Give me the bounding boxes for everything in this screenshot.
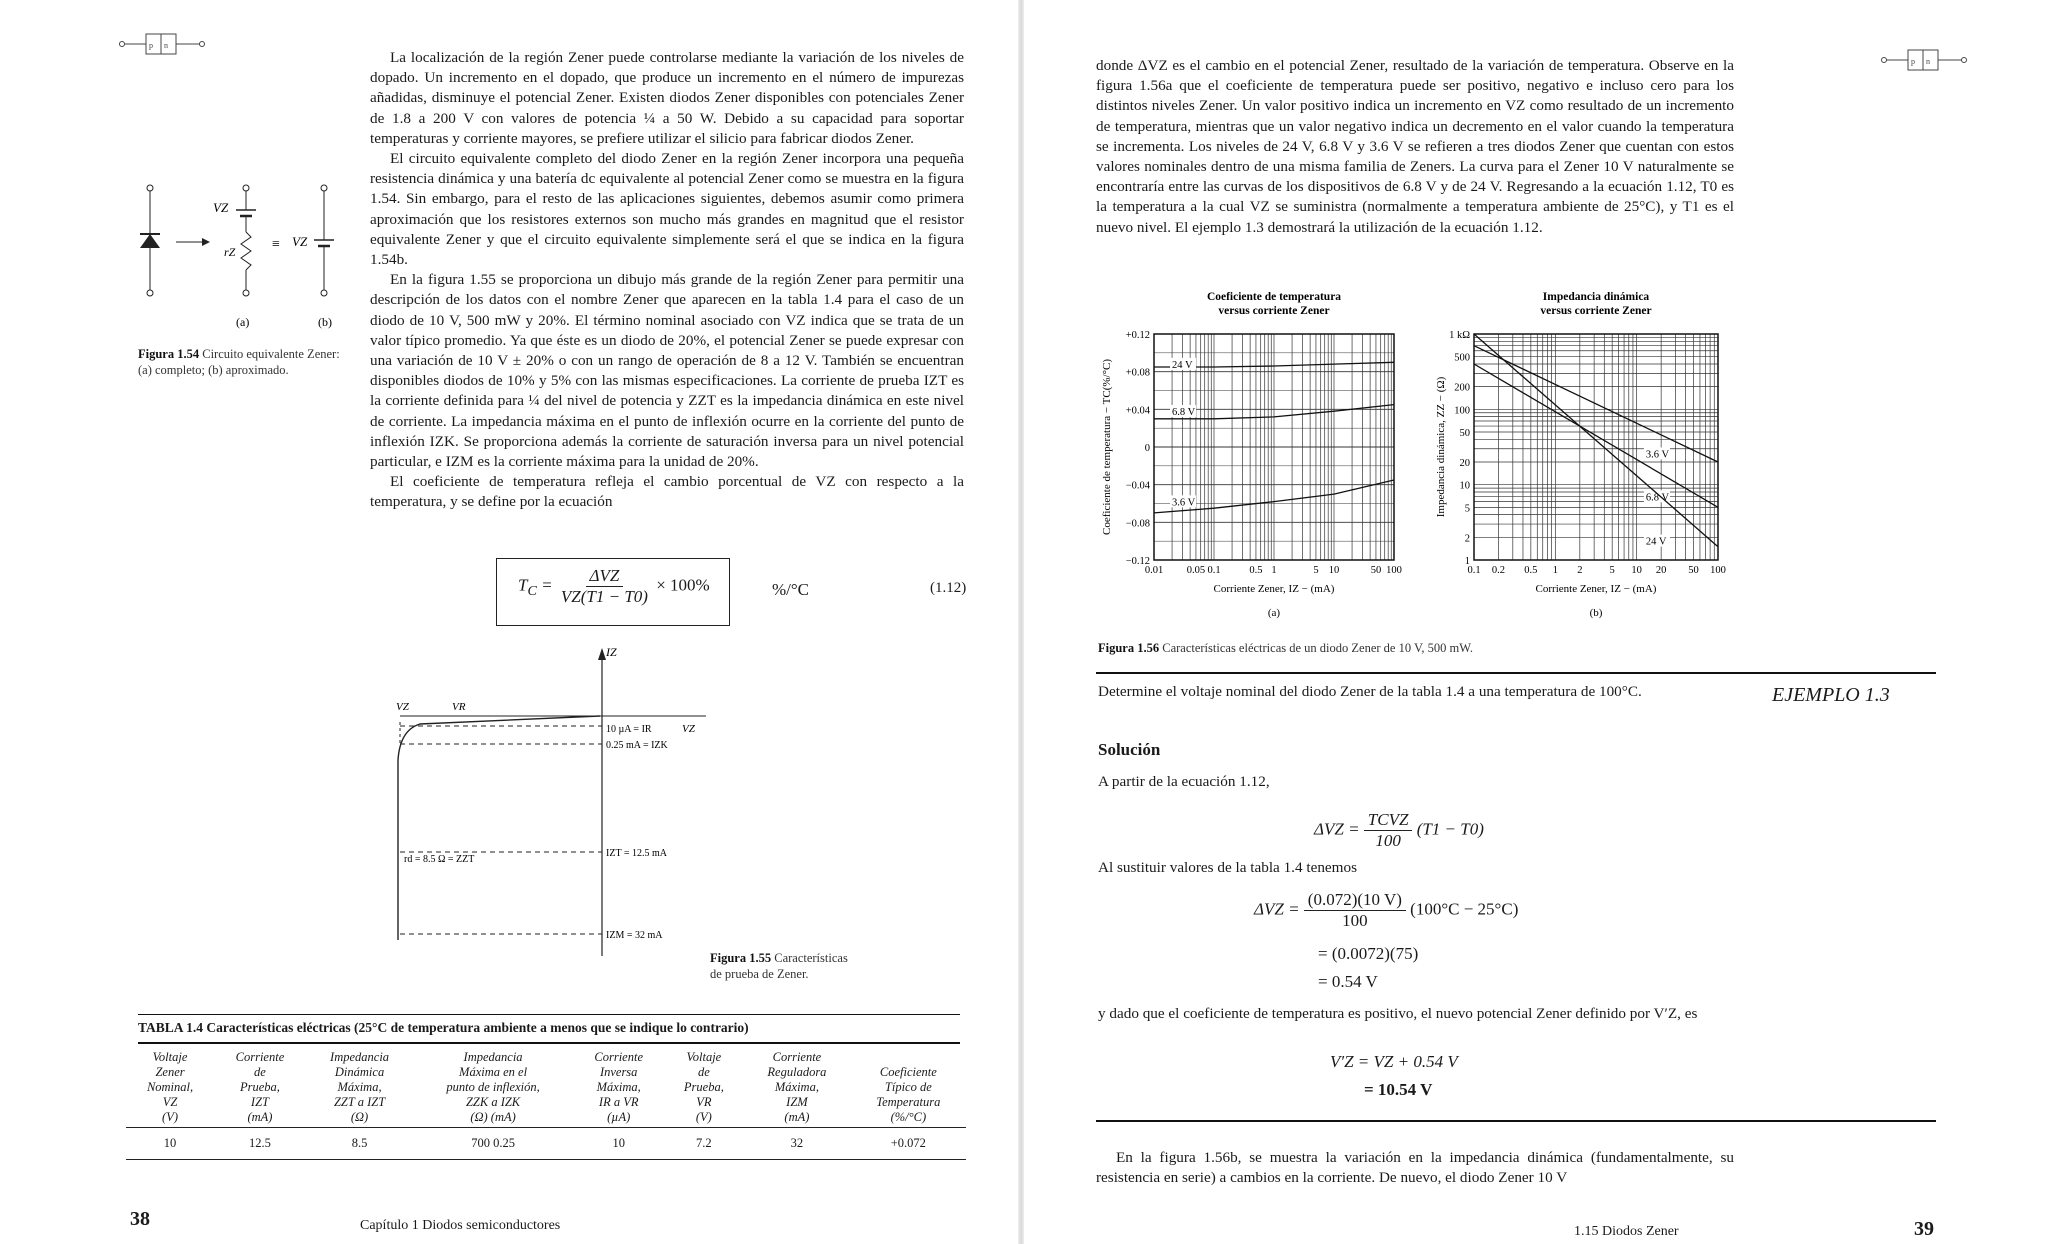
cell-vz: 10	[163, 1136, 177, 1150]
cell-tc: +0.072	[890, 1136, 926, 1150]
y-tick-label: 500	[1454, 352, 1470, 364]
series-line-36V	[1474, 346, 1718, 462]
example-eq-2	[1254, 890, 1518, 931]
table-header-row	[126, 1048, 966, 1128]
fig155-vz: VZ	[396, 701, 409, 713]
col-corriente-reguladora: Corriente Reguladora Máxima, IZM (mA)	[767, 1050, 827, 1124]
fig154-caption-label: Figura 1.54	[138, 347, 200, 361]
left-paragraph-2: El circuito equivalente completo del diodo Zener en la región Zener incorpora una pequeña resistencia dinámica y una batería dc equivalente al potencial Zener como se muestra en la figura 1.54. Sin embargo, para el resto de las aplicaciones siguientes, debemos asumir como primera aproximación que los resistores externos son mucho más grandes en magnitud que el resistor equivalente Zener y que el circuito equivalente simplemente será el que se indica en la figura 1.54b.	[370, 150, 964, 269]
table-row	[126, 1128, 966, 1160]
fig155-vr: VR	[452, 701, 466, 713]
example-bottom-rule	[1096, 1120, 1936, 1122]
example-problem: Determine el voltaje nominal del diodo Zener de la tabla 1.4 a una temperatura de 100°C.	[1098, 683, 1642, 700]
subfigure-label: (b)	[1589, 607, 1603, 619]
fig154-equiv: ≡	[272, 237, 280, 252]
eq1-rhs: (T1 − T0)	[1416, 819, 1484, 839]
x-tick-label: 50	[1688, 565, 1699, 576]
right-running-head: 1.15 Diodos Zener	[1574, 1224, 1679, 1239]
svg-text:p: p	[1911, 57, 1915, 66]
x-tick-label: 0.2	[1491, 565, 1506, 576]
y-tick-label: −0.08	[1125, 518, 1150, 530]
eq1-lhs: ΔVZ =	[1314, 819, 1360, 839]
x-tick-label: 5	[1313, 565, 1319, 576]
series-label: 6.8 V	[1645, 492, 1670, 504]
cell-izt: 12.5	[249, 1136, 271, 1150]
y-tick-label: 2	[1464, 533, 1470, 545]
y-tick-label: 50	[1459, 428, 1470, 440]
fig154-label-a: (a)	[236, 315, 250, 329]
example-eq-3: = (0.0072)(75)	[1318, 944, 1419, 963]
eq-number: (1.12)	[930, 580, 967, 596]
table-head-rule	[138, 1042, 960, 1044]
chart-title-2: versus corriente Zener	[1218, 305, 1330, 317]
figure-1-56b-chart	[1416, 286, 1736, 626]
example-label: EJEMPLO 1.3	[1772, 684, 1890, 706]
col-corriente-inversa: Corriente Inversa Máxima, IR a VR (µA)	[594, 1050, 643, 1124]
col-impedancia-inflexion: Impedancia Máxima en el punto de inflexión, ZZK a IZK (Ω) (mA)	[446, 1050, 540, 1124]
svg-text:n: n	[1926, 57, 1930, 66]
y-tick-label: 5	[1464, 503, 1470, 515]
fig155-izk: 0.25 mA = IZK	[606, 740, 668, 751]
y-tick-label: +0.08	[1125, 367, 1150, 379]
eq2-den: 100	[1342, 911, 1368, 930]
left-paragraph-4: El coeficiente de temperatura refleja el cambio porcentual de VZ con respecto a la temperatura, y se define por la ecuación	[370, 473, 964, 511]
y-tick-label: +0.04	[1125, 405, 1150, 417]
chart-title: Impedancia dinámica	[1542, 291, 1650, 303]
col-coeficiente-temperatura: Coeficiente Típico de Temperatura (%/°C)	[876, 1065, 941, 1124]
left-page	[0, 0, 1020, 1244]
eq-lhs: T	[518, 575, 528, 595]
left-folio: 38	[130, 1208, 150, 1230]
fig156-caption-text: Características eléctricas de un diodo Zener de 10 V, 500 mW.	[1162, 641, 1474, 655]
x-tick-label: 100	[1386, 565, 1402, 576]
zener-block-icon-right	[1880, 46, 1968, 74]
right-paragraph-top: donde ΔVZ es el cambio en el potencial Zener, resultado de la variación de temperatura. Observe en la figura 1.56a que el coeficiente de temperatura puede ser positivo, negativo e incluso cero para los distintos niveles Zener. Un valor positivo indica un incremento en VZ como resultado de un incremento de temperatura, mientras que un valor negativo indica un decremento en el valor cuando la temperatura se incrementa. Los niveles de 24 V, 6.8 V y 3.6 V se refieren a tres diodos Zener que cuentan con estos valores nominales dentro de una misma familia de Zeners. La curva para el Zener 10 V naturalmente se encontraría entre las curvas de los dispositivos de 6.8 V y de 24 V. Regresando a la ecuación 1.12, T0 es la temperatura a la cual VZ se suministra (normalmente a temperatura ambiente de 25°C), y T1 es el nuevo nivel. El ejemplo 1.3 demostrará la utilización de la ecuación 1.12.	[1096, 57, 1734, 236]
series-label: 3.6 V	[1172, 497, 1196, 509]
example-eq-1	[1314, 810, 1484, 851]
eq1-num: TCVZ	[1364, 810, 1413, 831]
example-top-rule	[1096, 672, 1936, 674]
solution-line-1: A partir de la ecuación 1.12,	[1098, 773, 1270, 790]
cell-zzt: 8.5	[351, 1136, 368, 1150]
table-top-rule	[138, 1014, 960, 1015]
subfigure-label: (a)	[1267, 607, 1281, 619]
right-body-top	[1096, 56, 1734, 238]
solution-line-2: Al sustituir valores de la tabla 1.4 tenemos	[1098, 859, 1357, 876]
fig155-caption-text: Características de prueba de Zener.	[710, 951, 848, 981]
x-tick-label: 1	[1552, 565, 1558, 576]
fig154-vz-a: VZ	[213, 200, 229, 215]
x-tick-label: 1	[1271, 565, 1277, 576]
eq2-rhs: (100°C − 25°C)	[1410, 899, 1519, 919]
eq-denominator: VZ(T1 − T0)	[560, 587, 648, 606]
fig155-ir: 10 µA = IR	[606, 724, 652, 735]
fig155-vz-axis: VZ	[682, 723, 695, 735]
chart-title-2: versus corriente Zener	[1540, 305, 1652, 317]
y-tick-label: 10	[1459, 480, 1470, 492]
col-impedancia-dinamica: Impedancia Dinámica Máxima, ZZT a IZT (Ω)	[330, 1050, 390, 1124]
col-voltaje-prueba: Voltaje de Prueba, VR (V)	[683, 1050, 724, 1124]
cell-ir: 10	[612, 1136, 625, 1150]
solution-line-3: y dado que el coeficiente de temperatura es positivo, el nuevo potencial Zener definido por V′Z, es	[1098, 1005, 1698, 1022]
cell-zzk: 700 0.25	[471, 1136, 515, 1150]
right-body-bottom	[1096, 1148, 1734, 1188]
fig155-izm: IZM = 32 mA	[606, 930, 663, 941]
x-tick-label: 10	[1328, 565, 1340, 576]
fig154-vz-b: VZ	[292, 234, 308, 249]
eq-units: %/°C	[772, 580, 810, 599]
figure-1-55-chart	[360, 640, 720, 960]
eq-times: × 100%	[656, 575, 710, 595]
fig156-caption-label: Figura 1.56	[1098, 641, 1160, 655]
svg-text:p: p	[149, 41, 153, 50]
col-voltaje-zener: Voltaje Zener Nominal, VZ (V)	[146, 1050, 194, 1124]
figure-1-56a-chart	[1096, 286, 1426, 626]
x-tick-label: 100	[1710, 565, 1726, 576]
right-paragraph-bottom: En la figura 1.56b, se muestra la variación en la impedancia dinámica (fundamentalmente, su resistencia en serie) a cambios en la corriente. De nuevo, el diodo Zener 10 V	[1096, 1149, 1734, 1187]
y-tick-label: 1 kΩ	[1449, 330, 1470, 341]
zener-block-icon	[118, 30, 206, 58]
y-tick-label: −0.12	[1125, 556, 1150, 567]
y-tick-label: +0.12	[1125, 330, 1150, 341]
series-label: 24 V	[1172, 359, 1193, 371]
fig155-rd: rd = 8.5 Ω = ZZT	[404, 854, 475, 865]
y-axis-label: Impedancia dinámica, ZZ − (Ω)	[1435, 376, 1447, 518]
eq1-den: 100	[1375, 831, 1401, 850]
x-tick-label: 0.01	[1144, 565, 1164, 576]
x-tick-label: 50	[1370, 565, 1382, 576]
col-corriente-prueba: Corriente de Prueba, IZT (mA)	[235, 1050, 285, 1124]
series-line-68V	[1474, 364, 1718, 507]
x-tick-label: 0.1	[1467, 565, 1481, 576]
x-tick-label: 0.5	[1249, 565, 1263, 576]
svg-text:n: n	[164, 41, 168, 50]
series-label: 24 V	[1645, 536, 1667, 548]
figure-1-56-caption	[1098, 640, 1748, 656]
y-tick-label: 0	[1144, 443, 1150, 454]
x-tick-label: 2	[1577, 565, 1583, 576]
solution-heading: Solución	[1098, 740, 1161, 759]
fig154-label-b: (b)	[318, 315, 332, 329]
series-label: 6.8 V	[1172, 406, 1196, 418]
x-tick-label: 0.5	[1524, 565, 1538, 576]
x-axis-label: Corriente Zener, IZ − (mA)	[1535, 583, 1657, 595]
x-axis-label: Corriente Zener, IZ − (mA)	[1213, 583, 1335, 595]
fig155-izt: IZT = 12.5 mA	[606, 848, 668, 859]
cell-izm: 32	[790, 1136, 804, 1150]
table-1-4	[126, 1048, 966, 1160]
x-tick-label: 20	[1655, 565, 1667, 576]
y-tick-label: −0.04	[1125, 480, 1150, 492]
y-tick-label: 200	[1454, 382, 1470, 394]
right-folio: 39	[1914, 1218, 1934, 1240]
eq2-num: (0.072)(10 V)	[1304, 890, 1406, 911]
example-eq-6: = 10.54 V	[1364, 1080, 1433, 1099]
left-paragraph-3: En la figura 1.55 se proporciona un dibujo más grande de la región Zener para permitir una descripción de los datos con el nombre Zener que aparecen en la tabla 1.4 para el caso de un diodo de 10 V, 500 mW y 20%. El término nominal asociado con VZ indica que se trata de un valor típico promedio. Ya que éste es un diodo de 20%, el potencial Zener se puede expresar con una variación de 10 V ± 20% o con un rango de operación de 8 a 12 V. También se encuentran disponibles diodos de 10% y 5% con las mismas especificaciones. La corriente de prueba IZT es la corriente definida para ¼ del nivel de potencia y ZZT es la impedancia dinámica en este nivel de corriente. La impedancia máxima en el punto de inflexión ocurre en la corriente del punto de inflexión IZK. Se proporciona además la corriente de saturación inversa para un nivel potencial particular, e IZM es la corriente máxima para la unidad de 20%.	[370, 271, 964, 471]
left-running-head: Capítulo 1 Diodos semiconductores	[360, 1218, 561, 1233]
y-axis-label: Coeficiente de temperatura − TC(%/°C)	[1101, 359, 1113, 535]
cell-vr: 7.2	[696, 1136, 712, 1150]
series-label: 3.6 V	[1645, 449, 1670, 461]
y-tick-label: 20	[1459, 457, 1470, 469]
left-paragraph-1: La localización de la región Zener puede controlarse mediante la variación de los niveles de dopado. Un incremento en el dopado, que produce un incremento en el número de impurezas añadidas, disminuye el potencial Zener. Existen diodos Zener disponibles con potenciales Zener de 1.8 a 200 V con valores de potencia ¼ a 50 W. Debido a su capacidad para soportar temperaturas y corriente mayores, se prefiere utilizar el silicio para fabricar diodos Zener.	[370, 49, 964, 147]
fig155-caption-label: Figura 1.55	[710, 951, 772, 965]
y-tick-label: 100	[1454, 405, 1470, 417]
x-tick-label: 0.05	[1186, 565, 1206, 576]
right-page	[1024, 0, 2048, 1244]
y-tick-label: 1	[1464, 556, 1470, 567]
fig154-rz: rZ	[224, 245, 236, 259]
equation-1-12: $T_C$ = $\frac{\text{ΔVZ}}{VZ(T1 - T0)}$ × 100%	[518, 566, 710, 606]
eq-numerator: ΔVZ	[586, 566, 624, 587]
example-eq-5: V′Z = VZ + 0.54 V	[1330, 1052, 1458, 1071]
figure-1-54-caption	[138, 346, 340, 378]
table-title: TABLA 1.4 Características eléctricas (25°C de temperatura ambiente a menos que se indique lo contrario)	[138, 1020, 749, 1035]
eq-lhs-sub: C	[527, 582, 537, 599]
left-body-text	[370, 48, 964, 513]
fig154-caption-text: Circuito equivalente Zener: (a) completo; (b) aproximado.	[138, 347, 340, 377]
x-tick-label: 10	[1631, 565, 1642, 576]
fig155-iz: IZ	[606, 645, 617, 659]
figure-1-54-circuit	[138, 182, 358, 332]
plot-frame	[1474, 334, 1718, 560]
x-tick-label: 5	[1609, 565, 1615, 576]
eq2-lhs: ΔVZ =	[1254, 899, 1300, 919]
chart-title: Coeficiente de temperatura	[1206, 291, 1342, 303]
example-eq-4: = 0.54 V	[1318, 972, 1378, 991]
x-tick-label: 0.1	[1207, 565, 1221, 576]
figure-1-55-caption	[710, 950, 860, 982]
